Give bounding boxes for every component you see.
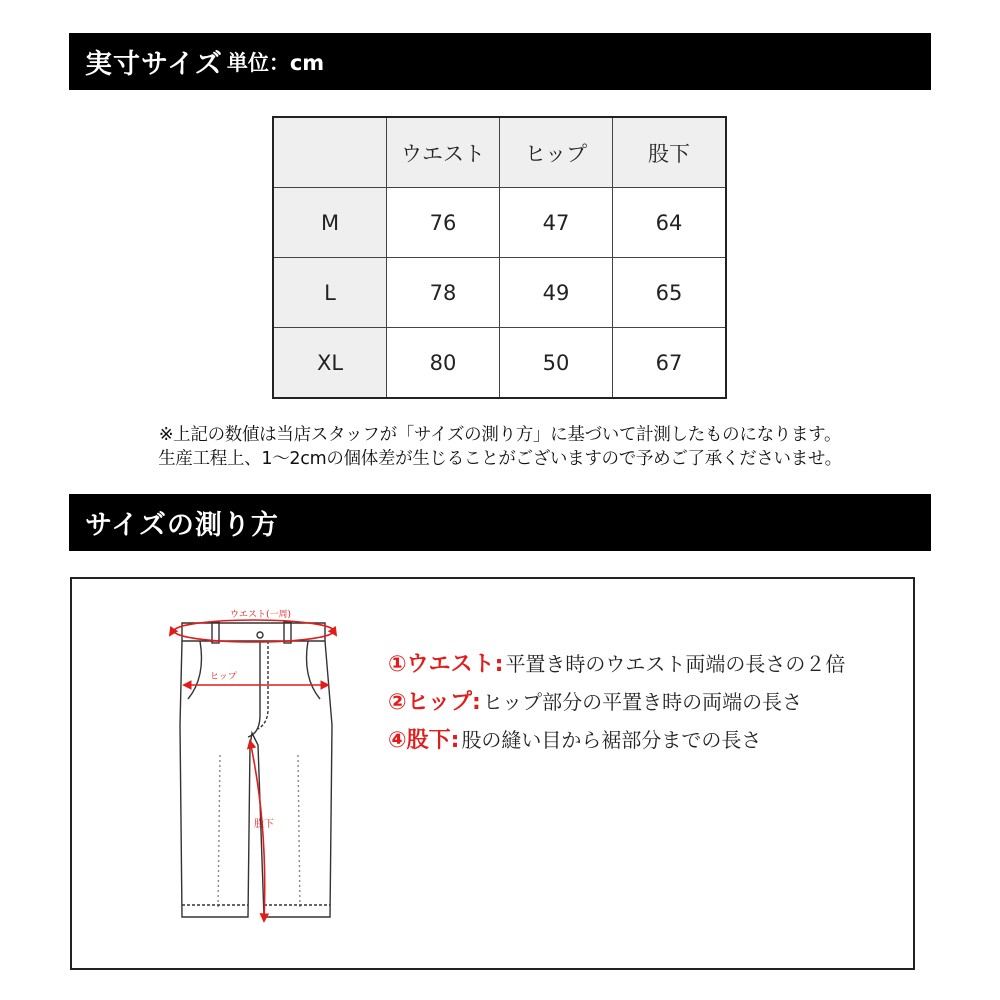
table-row	[273, 188, 726, 258]
pants-diagram	[160, 605, 360, 930]
header-cell-hip: ヒップ	[500, 117, 613, 188]
waist-label: ウエスト(一周)	[230, 610, 292, 620]
header-cell-inseam: 股下	[613, 117, 727, 188]
waist-value: 78	[387, 258, 500, 328]
waist-value: 76	[387, 188, 500, 258]
legend-desc: ヒップ部分の平置き時の両端の長さ	[482, 689, 803, 714]
legend-key: ④股下:	[388, 727, 460, 753]
hip-value: 47	[500, 188, 613, 258]
legend-item-waist	[388, 643, 845, 681]
section-title: サイズの測り方	[85, 510, 279, 541]
legend-item-inseam	[388, 719, 845, 757]
unit-label: 単位：cm	[226, 50, 325, 75]
legend-key: ①ウエスト:	[388, 651, 504, 677]
measurement-note: ※上記の数値は当店スタッフが「サイズの測り方」に基づいて計測したものになります。	[158, 425, 842, 445]
measurement-legend	[388, 643, 845, 757]
header-cell-waist: ウエスト	[387, 117, 500, 188]
waist-value: 80	[387, 328, 500, 399]
inseam-value: 65	[613, 258, 727, 328]
howto-section-banner	[69, 494, 931, 551]
table-row	[273, 328, 726, 399]
inseam-value: 64	[613, 188, 727, 258]
table-row	[273, 258, 726, 328]
section-title: 実寸サイズ	[85, 49, 223, 80]
inseam-value: 67	[613, 328, 727, 399]
size-label: M	[273, 188, 387, 258]
header-cell-corner	[273, 117, 387, 188]
size-table	[272, 116, 727, 399]
inseam-label: 股下	[254, 819, 274, 830]
size-label: L	[273, 258, 387, 328]
legend-desc: 平置き時のウエスト両端の長さの２倍	[505, 651, 846, 676]
size-section-banner	[69, 33, 931, 90]
hip-label: ヒップ	[210, 672, 237, 682]
legend-desc: 股の縫い目から裾部分までの長さ	[461, 727, 762, 752]
legend-item-hip	[388, 681, 845, 719]
hip-value: 50	[500, 328, 613, 399]
size-label: XL	[273, 328, 387, 399]
legend-key: ②ヒップ:	[388, 689, 481, 715]
hip-value: 49	[500, 258, 613, 328]
variance-note: 生産工程上、1〜2cmの個体差が生じることがございますので予めご了承くださいませ。	[158, 449, 842, 469]
table-header-row	[273, 117, 726, 188]
